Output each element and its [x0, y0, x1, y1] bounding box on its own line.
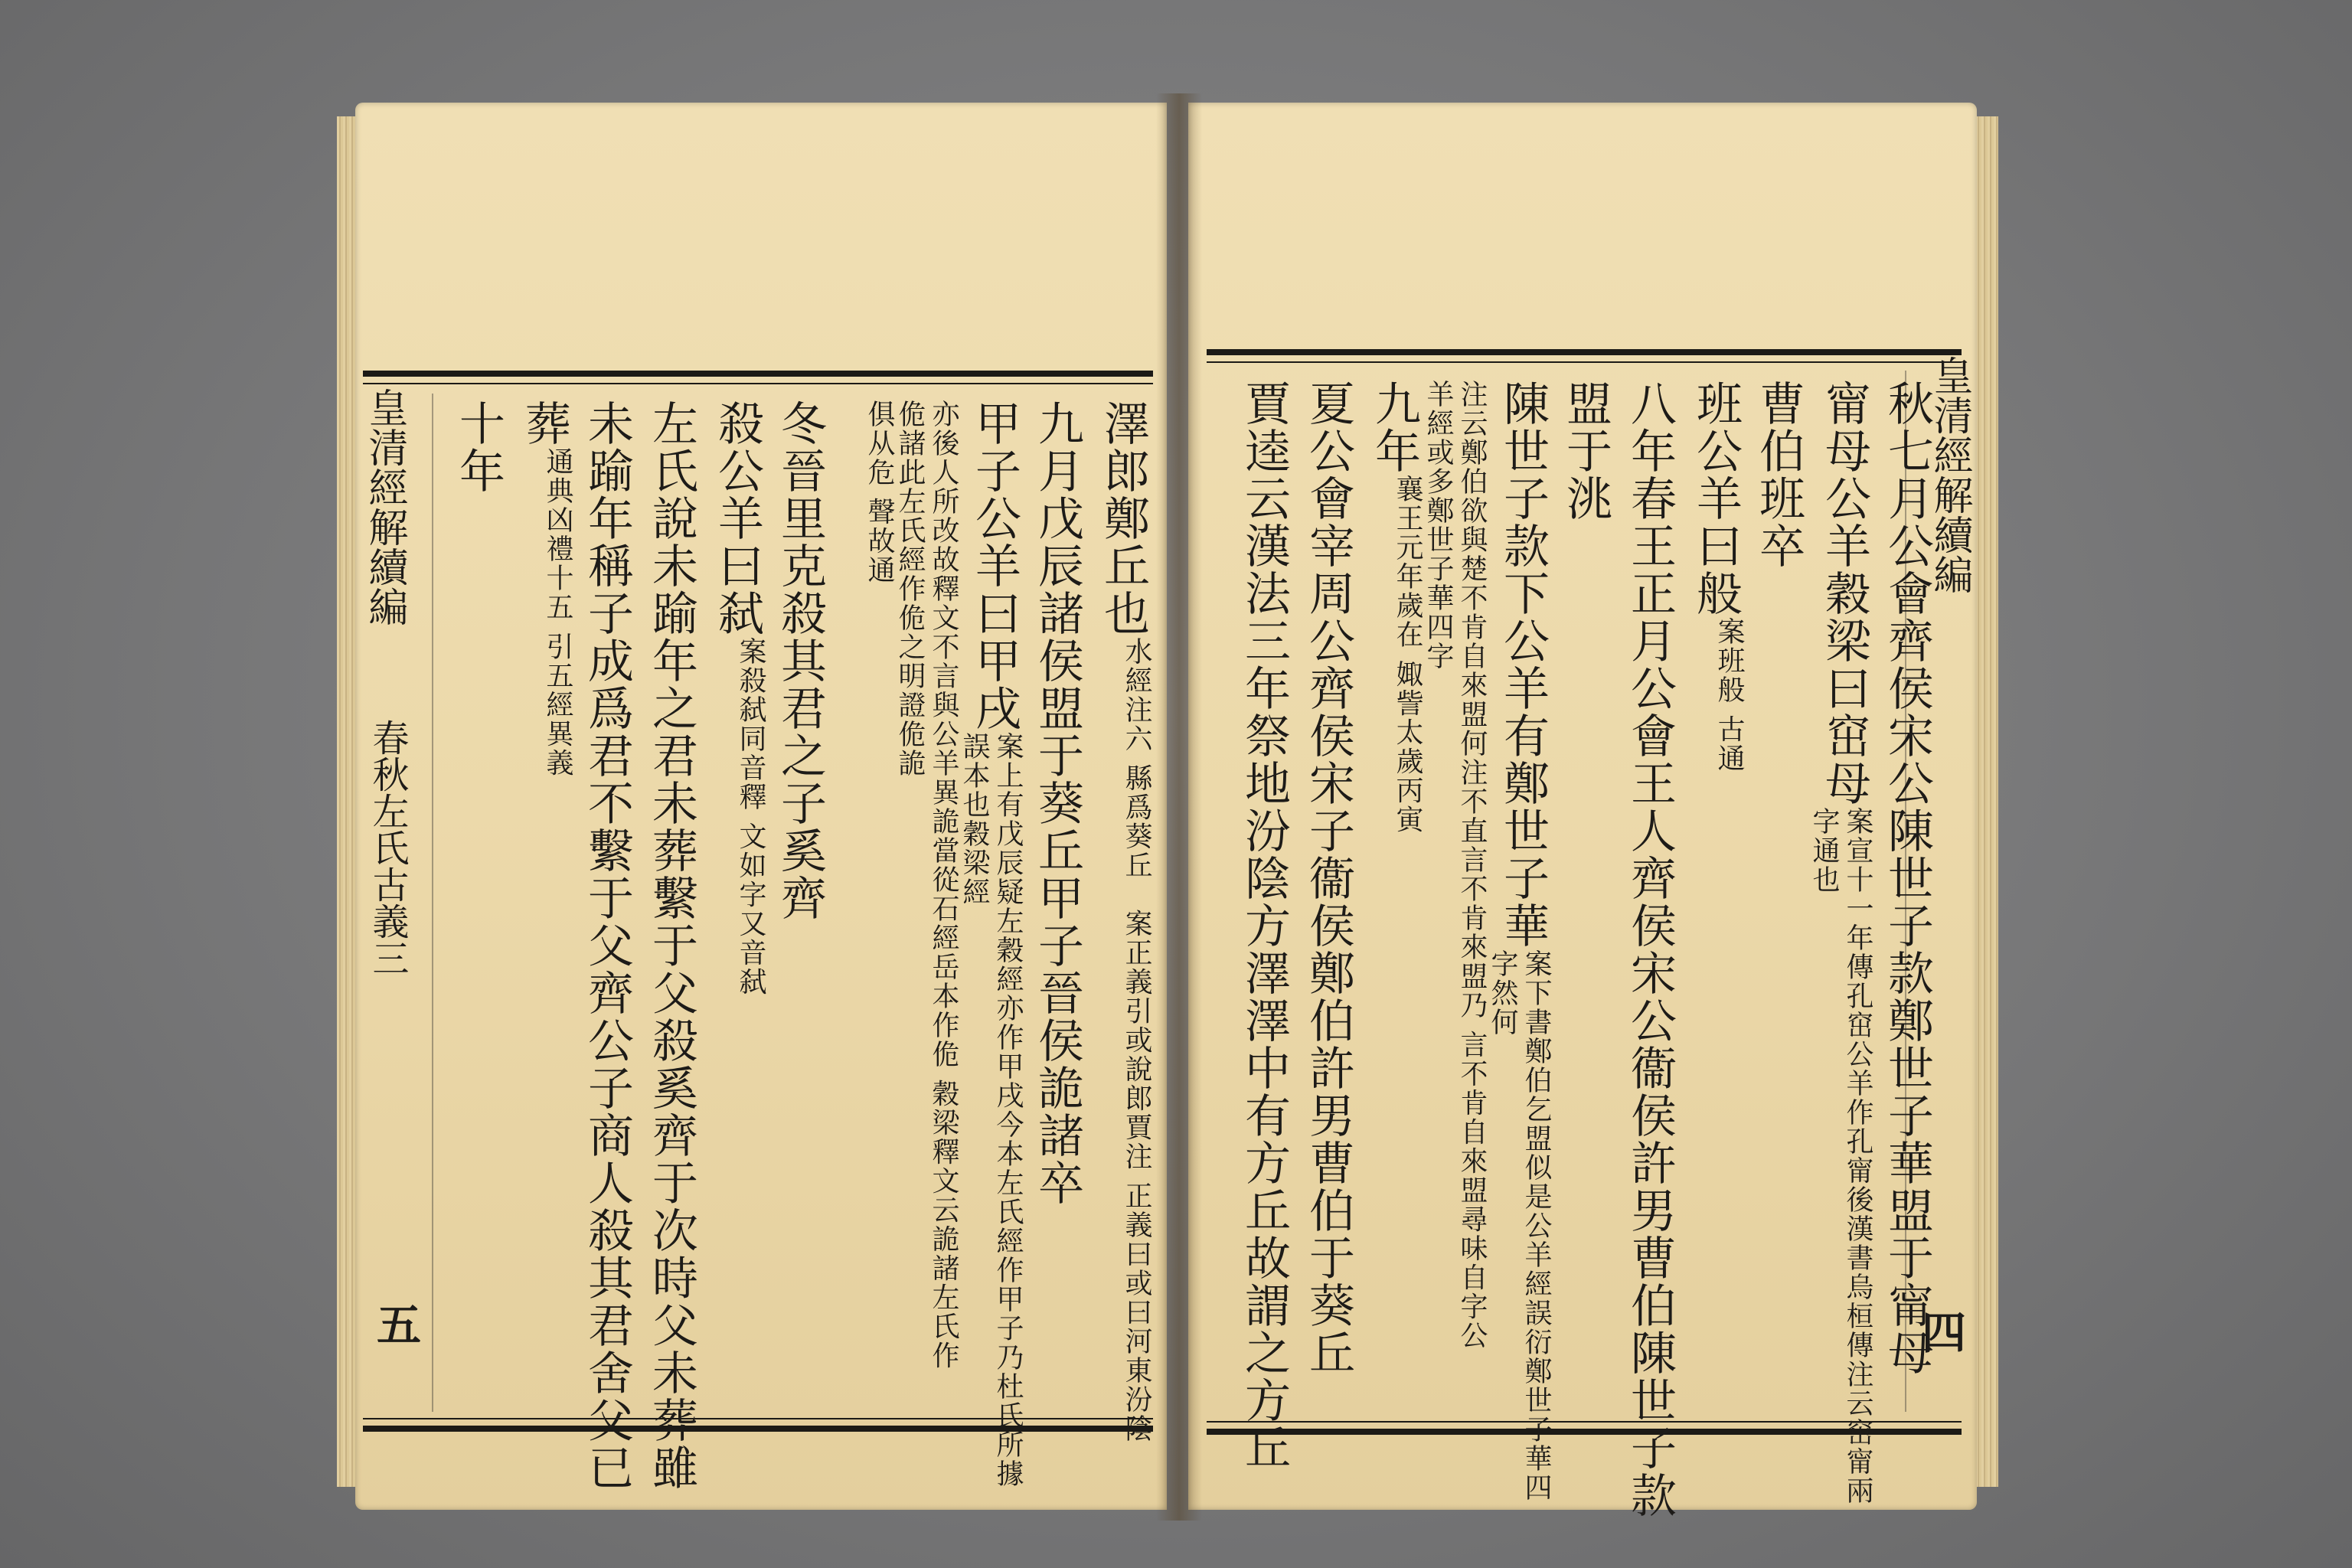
- text-column: [1877, 380, 1937, 1377]
- commentary-text: 俱从危 聲故通: [864, 400, 895, 585]
- commentary-text: 案殺弑同音釋 文如字又音弑: [735, 637, 766, 997]
- right-page-number: 四: [1921, 1307, 1966, 1359]
- text-column: [1684, 380, 1746, 773]
- text-column: [1620, 380, 1680, 1519]
- main-text: 甯母公羊穀梁曰窋母: [1818, 380, 1871, 807]
- text-column: [706, 400, 767, 996]
- open-book: [337, 86, 1998, 1525]
- text-column: [1749, 380, 1808, 570]
- text-column: [642, 400, 701, 1491]
- left-header-chapter: 春秋左氏古義三: [366, 719, 409, 976]
- text-column: [1423, 380, 1488, 1367]
- main-text: 甲子公羊曰甲戌: [968, 400, 1021, 732]
- right-page-edges: [1975, 116, 1998, 1487]
- left-header-title: 皇清經解續編: [361, 387, 407, 626]
- main-text: 曹伯班卒: [1752, 380, 1805, 570]
- commentary-text: 襄王元年歲在 娵訾太歲丙寅: [1392, 475, 1423, 835]
- text-column: [1298, 380, 1358, 1377]
- main-text: 九年: [1367, 380, 1421, 475]
- text-column: [835, 400, 896, 584]
- text-column: [1487, 380, 1553, 1510]
- main-text: 十年: [452, 400, 505, 495]
- text-column: [513, 400, 574, 777]
- left-page-number: 五: [377, 1299, 422, 1351]
- commentary-text: 亦後人所改故釋文不言與公羊異詭當從石經岳本作佹 穀梁釋文云詭諸左氏作佹諸此左氏經作佹之明證佹詭: [894, 400, 959, 1370]
- main-text: 秋七月公會齊侯宋公陳世子款鄭世子華盟于甯母: [1880, 380, 1934, 1377]
- main-text: 冬晉里克殺其君之子奚齊: [773, 400, 827, 922]
- main-text: 夏公會宰周公齊侯宋子衞侯鄭伯許男曹伯于葵丘: [1302, 380, 1355, 1377]
- text-column: [1556, 380, 1615, 522]
- commentary-text: 案下書鄭伯乞盟似是公羊經誤衍鄭世子華四字然何: [1487, 949, 1552, 1502]
- book-gutter: [1156, 93, 1202, 1521]
- right-header-title: 皇清經解續編: [1926, 355, 1972, 594]
- main-text: 八年春王正月公會王人齊侯宋公衞侯許男曹伯陳世子款: [1623, 380, 1677, 1519]
- main-text: 九月戊辰諸侯盟于葵丘甲子晉侯詭諸卒: [1031, 400, 1084, 1207]
- text-column: [1234, 380, 1294, 1472]
- main-text: 殺公羊曰弑: [710, 400, 764, 637]
- main-text: 左氏說未踰年之君未葬繫于父殺奚齊于次時父未葬雖: [645, 400, 698, 1491]
- main-text: 賈逵云漢法三年祭地汾陰方澤澤中有方丘故謂之方丘: [1237, 380, 1291, 1472]
- text-column: [894, 400, 960, 1387]
- text-column: [1092, 400, 1153, 1443]
- main-text: 葬: [518, 400, 571, 447]
- text-column: [959, 400, 1024, 1510]
- commentary-text: 案班般 古通: [1713, 617, 1745, 773]
- main-text: 澤郎鄭丘也: [1096, 400, 1150, 637]
- main-text: 盟于洮: [1559, 380, 1612, 522]
- main-text: 未踰年稱子成爲君不繫于父齊公子商人殺其君舍父已: [580, 400, 634, 1491]
- commentary-text: 注云鄭伯欲與楚不肯自來盟何注不直言不肯來盟乃 言不肯自來盟尋味自字公羊經或多鄭世子華四字: [1423, 380, 1488, 1351]
- commentary-text: 水經注六 縣爲葵丘 案正義引或說郎賈注 正義曰或曰河東汾陰: [1121, 637, 1152, 1443]
- text-column: [770, 400, 830, 922]
- text-column: [577, 400, 637, 1491]
- main-text: 班公羊曰般: [1689, 380, 1743, 617]
- text-column: [1027, 400, 1087, 1207]
- left-page: [355, 103, 1167, 1510]
- right-page: [1188, 103, 1977, 1519]
- commentary-text: 通典凶禮十五 引五經異義: [542, 447, 573, 778]
- commentary-text: 案上有戊辰疑左穀經亦作甲戌今本左氏經作甲子乃杜氏所據誤本也穀梁經: [959, 732, 1024, 1488]
- text-column: [1363, 380, 1424, 834]
- commentary-text: 案宣十一年傳孔窋公羊作孔甯後漢書烏桓傳注云窋甯兩字通也: [1808, 807, 1873, 1505]
- main-text: 陳世子款下公羊有鄭世子華: [1496, 380, 1550, 949]
- column-rule: [432, 394, 433, 1412]
- text-column: [1808, 380, 1874, 1510]
- text-column: [449, 400, 508, 495]
